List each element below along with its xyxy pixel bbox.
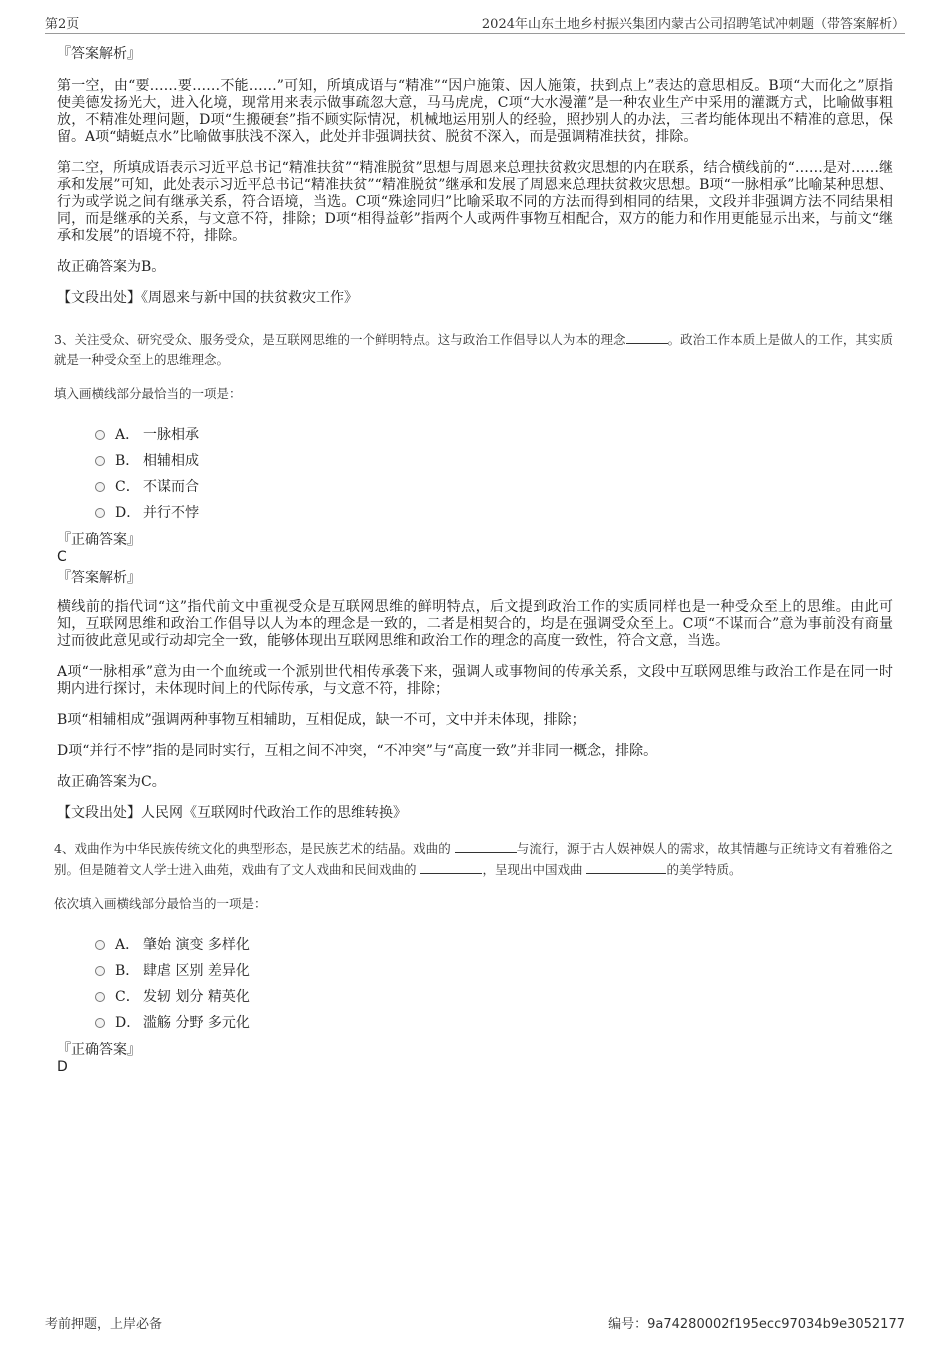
- analysis-paragraph: D项“并行不悖”指的是同时实行，互相之间不冲突，“不冲突”与“高度一致”并非同一概念，排除。: [57, 743, 658, 759]
- question-3-options: [95, 422, 893, 526]
- analysis-paragraph: 横线前的指代词“这”指代前文中重视受众是互联网思维的鲜明特点，后文提到政治工作的实质同样也是一种受众至上的思维。由此可知，互联网思维和政治工作倡导以人为本的理念是一致的，二者是相契合的，均是在强调受众至上。C项“不谋而合”意为事前没有商量过而彼此意见或行动却完全一致，能够体现出互联网思维和政治工作的理念的高度一致性，符合文意，当选。: [57, 599, 893, 649]
- analysis-label: 『答案解析』: [57, 570, 141, 586]
- question-4-options: [95, 932, 893, 1036]
- option-text: 一脉相承: [143, 427, 199, 443]
- footer-slogan: 考前押题，上岸必备: [45, 1317, 163, 1332]
- option-letter: B．: [115, 453, 140, 469]
- option-letter: C．: [115, 989, 140, 1005]
- question-4-text-part: ，呈现出中国戏曲: [482, 862, 587, 877]
- correct-answer-label: 『正确答案』: [57, 1042, 141, 1058]
- radio-button-icon[interactable]: [95, 430, 105, 440]
- option-b[interactable]: [95, 448, 893, 474]
- option-letter: C．: [115, 479, 140, 495]
- option-text: 发轫 划分 精英化: [143, 989, 250, 1005]
- correct-answer: D: [57, 1059, 68, 1075]
- question-3-prompt: 填入画横线部分最恰当的一项是：: [54, 386, 242, 401]
- analysis-paragraph: B项“相辅相成”强调两种事物互相辅助，互相促成，缺一不可，文中并未体现，排除；: [57, 712, 586, 728]
- option-a[interactable]: [95, 932, 893, 958]
- option-letter: D．: [115, 1015, 141, 1031]
- option-letter: A．: [115, 427, 140, 443]
- option-text: 并行不悖: [143, 505, 199, 521]
- page-header: [45, 13, 905, 34]
- radio-button-icon[interactable]: [95, 940, 105, 950]
- page-content: [54, 46, 893, 1080]
- radio-button-icon[interactable]: [95, 1018, 105, 1028]
- question-4-text-part: 4、戏曲作为中华民族传统文化的典型形态，是民族艺术的结晶。戏曲的: [54, 841, 455, 856]
- correct-answer: C: [57, 549, 67, 565]
- option-b[interactable]: [95, 958, 893, 984]
- conclusion: 故正确答案为C。: [57, 774, 166, 790]
- option-letter: B．: [115, 963, 140, 979]
- question-3-text-after: 。政治工作本质上是做人的工作，其实质就是一种受众至上的思维理念。: [54, 332, 893, 367]
- code-value: 9a74280002f195ecc97034b9e3052177: [647, 1317, 905, 1332]
- document-title: 2024年山东土地乡村振兴集团内蒙古公司招聘笔试冲刺题（带答案解析）: [481, 17, 905, 32]
- option-text: 肆虐 区别 差异化: [143, 963, 250, 979]
- option-d[interactable]: [95, 500, 893, 526]
- option-c[interactable]: [95, 984, 893, 1010]
- question-4-text-part: 的美学特质。: [666, 862, 742, 877]
- option-text: 相辅相成: [143, 453, 199, 469]
- document-code: [608, 1313, 905, 1332]
- question-3-text-before: 3、关注受众、研究受众、服务受众，是互联网思维的一个鲜明特点。这与政治工作倡导以人为本的理念: [54, 332, 626, 347]
- analysis-paragraph: 第二空，所填成语表示习近平总书记“精准扶贫”“精准脱贫”思想与周恩来总理扶贫救灾思想的内在联系，结合横线前的“……是对……继承和发展”可知，此处表示习近平总书记“精准扶贫”“精准脱贫”继承和发展了周恩来总理扶贫救灾思想。B项“一脉相承”比喻某种思想、行为或学说之间有继承关系，符合语境，当选。C项“殊途同归”比喻采取不同的方法而得到相同的结果，文段并非强调方法不同结果相同，而是继承的关系，与文意不符，排除；D项“相得益彰”指两个人或两件事物互相配合，双方的能力和作用更能显示出来，与前文“继承和发展”的语境不符，排除。: [57, 160, 893, 244]
- answer-blank: [455, 838, 517, 853]
- option-a[interactable]: [95, 422, 893, 448]
- option-letter: A．: [115, 937, 140, 953]
- question-4-text-part: 与流行，源于古人娱神娱人的需求，故其情趣与正统诗文有着雅俗之别。但是随着文人学士进入曲苑，戏曲有了文人戏曲和民间戏曲的: [54, 841, 893, 877]
- question-3-text: [54, 329, 893, 370]
- option-text: 肇始 演变 多样化: [143, 937, 250, 953]
- source-citation: 【文段出处】《周恩来与新中国的扶贫救灾工作》: [57, 290, 358, 306]
- analysis-paragraph: 第一空，由“要……要……不能……”可知，所填成语与“精准”“因户施策、因人施策，扶到点上”表达的意思相反。B项“大而化之”原指使美德发扬光大，进入化境，现常用来表示做事疏忽大意，马马虎虎，C项“大水漫灌”是一种农业生产中采用的灌溉方式，比喻做事粗放，不精准处理问题，D项“生搬硬套”指不顾实际情况，机械地运用别人的经验，照抄别人的办法，三者均能体现出不精准的意思，保留。A项“蜻蜓点水”比喻做事肤浅不深入，此处并非强调扶贫、脱贫不深入，而是强调精准扶贫，排除。: [57, 78, 893, 145]
- option-c[interactable]: [95, 474, 893, 500]
- conclusion: 故正确答案为B。: [57, 259, 166, 275]
- code-label: 编号：: [608, 1317, 648, 1332]
- radio-button-icon[interactable]: [95, 966, 105, 976]
- analysis-label: 『答案解析』: [57, 46, 141, 62]
- radio-button-icon[interactable]: [95, 508, 105, 518]
- option-letter: D．: [115, 505, 141, 521]
- radio-button-icon[interactable]: [95, 456, 105, 466]
- question-4-prompt: 依次填入画横线部分最恰当的一项是：: [54, 896, 267, 911]
- radio-button-icon[interactable]: [95, 992, 105, 1002]
- source-citation: 【文段出处】人民网《互联网时代政治工作的思维转换》: [57, 805, 407, 821]
- answer-blank: [586, 859, 666, 874]
- analysis-paragraph: A项“一脉相承”意为由一个血统或一个派别世代相传承袭下来，强调人或事物间的传承关系，文段中互联网思维与政治工作是在同一时期内进行探讨，未体现时间上的代际传承，与文意不符，排除；: [57, 664, 893, 697]
- answer-blank: [626, 329, 668, 344]
- page-number: 第2页: [45, 17, 80, 32]
- answer-blank: [420, 859, 482, 874]
- correct-answer-label: 『正确答案』: [57, 532, 141, 548]
- radio-button-icon[interactable]: [95, 482, 105, 492]
- question-4-text: [54, 838, 893, 880]
- option-text: 不谋而合: [143, 479, 199, 495]
- option-d[interactable]: [95, 1010, 893, 1036]
- option-text: 滥觞 分野 多元化: [143, 1015, 250, 1031]
